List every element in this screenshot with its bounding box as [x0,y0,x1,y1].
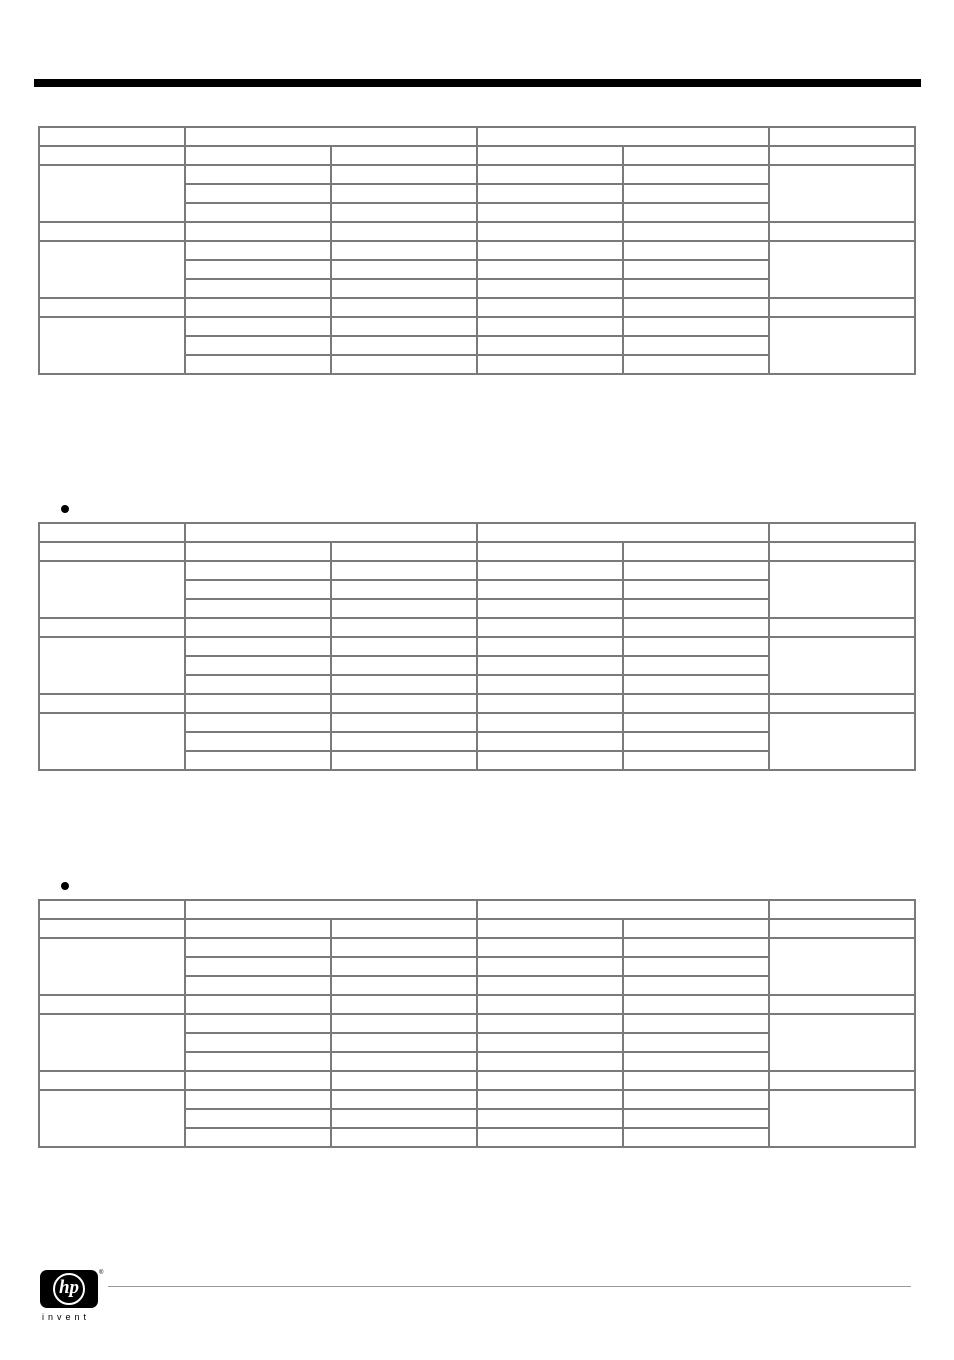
table-cell [185,976,331,995]
bullet-marker [61,505,69,513]
table-cell [39,713,185,770]
table-cell [769,317,915,374]
table-subheader-row [39,919,915,938]
table-cell [331,1014,477,1033]
table-cell [769,241,915,298]
table-cell [623,1071,769,1090]
table-cell [331,279,477,298]
table-cell [331,1071,477,1090]
table-cell [477,995,623,1014]
table-cell [39,127,185,146]
bullet-marker [61,882,69,890]
table-cell [331,713,477,732]
table-cell [185,957,331,976]
table-cell [39,919,185,938]
table-cell [185,599,331,618]
table-cell [39,542,185,561]
table-cell [623,146,769,165]
table-cell [39,561,185,618]
table-cell [477,542,623,561]
table-cell [769,900,915,919]
table-cell [769,523,915,542]
table-cell [623,580,769,599]
table-cell [769,561,915,618]
table-cell [477,561,623,580]
table-cell [185,336,331,355]
table-cell [331,599,477,618]
table-cell [185,1071,331,1090]
table-cell [39,694,185,713]
table-cell [185,637,331,656]
table-cell [769,1014,915,1071]
table-cell [331,241,477,260]
table-cell [477,260,623,279]
table-cell [623,165,769,184]
spec-table-2 [38,522,916,771]
table-cell [769,146,915,165]
table-cell [185,279,331,298]
table-cell [39,618,185,637]
table-cell [623,542,769,561]
table-cell [769,919,915,938]
table-cell [185,694,331,713]
table-cell [769,618,915,637]
table-cell [477,580,623,599]
table-cell [331,1128,477,1147]
table-cell [477,675,623,694]
table-cell [477,184,623,203]
table-cell [331,165,477,184]
table-cell [185,355,331,374]
table-cell [185,222,331,241]
table-cell [477,203,623,222]
spec-table-3 [38,899,916,1148]
table-row [39,637,915,656]
table-cell [331,618,477,637]
table-cell [39,241,185,298]
table-cell [331,656,477,675]
table-cell [769,694,915,713]
footer-rule [108,1286,911,1287]
table-cell [39,1090,185,1147]
table-cell [331,317,477,336]
table-cell [623,355,769,374]
table-cell [39,1071,185,1090]
table-cell [331,976,477,995]
table-cell [331,298,477,317]
table-subheader-row [39,146,915,165]
table-cell [331,146,477,165]
table-row [39,561,915,580]
table-cell [623,618,769,637]
table-cell [477,298,623,317]
table-cell [623,317,769,336]
table-cell [477,938,623,957]
table-cell [331,1052,477,1071]
table-cell [623,675,769,694]
table-cell [477,732,623,751]
table-cell [623,938,769,957]
table-cell [39,523,185,542]
table-subheader-row [39,542,915,561]
spec-table-1 [38,126,916,375]
table-cell [331,751,477,770]
table-cell [477,1071,623,1090]
table-cell [331,919,477,938]
table-cell [185,580,331,599]
table-cell [623,713,769,732]
table-cell [477,127,769,146]
table-row [39,713,915,732]
table-cell [769,713,915,770]
table-cell [185,1109,331,1128]
table-cell [623,260,769,279]
table-cell [185,1128,331,1147]
table-row [39,1071,915,1090]
table-row [39,694,915,713]
table-cell [331,542,477,561]
table-cell [623,599,769,618]
table-cell [623,241,769,260]
table-cell [185,165,331,184]
table-cell [331,336,477,355]
table-cell [477,599,623,618]
table-cell [185,127,477,146]
table-cell [477,355,623,374]
header-rule [34,79,921,87]
table-cell [623,957,769,976]
table-header-row [39,900,915,919]
table-cell [623,1014,769,1033]
table-cell [185,241,331,260]
table-cell [331,260,477,279]
table-cell [769,995,915,1014]
table-cell [185,713,331,732]
table-cell [185,732,331,751]
table-cell [185,1033,331,1052]
table-cell [477,165,623,184]
table-cell [185,1014,331,1033]
table-row [39,165,915,184]
table-cell [623,222,769,241]
table-cell [623,656,769,675]
table-cell [769,938,915,995]
table-row [39,222,915,241]
table-cell [477,222,623,241]
table-cell [477,900,769,919]
table-cell [185,656,331,675]
table-cell [331,580,477,599]
table-cell [769,1071,915,1090]
table-cell [185,751,331,770]
table-cell [331,995,477,1014]
table-cell [477,1090,623,1109]
table-cell [623,203,769,222]
table-row [39,298,915,317]
table-cell [39,938,185,995]
table-cell [769,165,915,222]
table-cell [331,1109,477,1128]
hp-logo-badge [40,1270,98,1308]
table-cell [39,146,185,165]
table-cell [185,675,331,694]
table-row [39,317,915,336]
table-cell [331,222,477,241]
table-cell [185,618,331,637]
table-cell [623,336,769,355]
table-cell [623,694,769,713]
table-cell [477,957,623,976]
table-cell [39,1014,185,1071]
table-cell [623,279,769,298]
table-cell [769,637,915,694]
table-cell [331,1090,477,1109]
table-cell [477,656,623,675]
table-cell [185,561,331,580]
hp-logo [40,1270,104,1326]
table-cell [185,995,331,1014]
table-cell [477,919,623,938]
table-cell [623,561,769,580]
table-cell [331,938,477,957]
table-header-row [39,523,915,542]
table-cell [477,713,623,732]
table-cell [477,751,623,770]
table-row [39,1014,915,1033]
table-cell [623,1052,769,1071]
table-cell [39,317,185,374]
table-cell [185,542,331,561]
table-cell [185,203,331,222]
table-cell [331,1033,477,1052]
table-cell [185,900,477,919]
table-cell [185,1090,331,1109]
table-cell [185,260,331,279]
table-cell [477,618,623,637]
table-cell [623,298,769,317]
table-cell [331,561,477,580]
table-cell [477,317,623,336]
table-row [39,618,915,637]
table-cell [623,976,769,995]
table-cell [623,732,769,751]
table-row [39,938,915,957]
table-row [39,1090,915,1109]
table-cell [623,637,769,656]
table-cell [39,222,185,241]
table-cell [623,1128,769,1147]
table-cell [769,127,915,146]
table-cell [623,184,769,203]
table-cell [185,919,331,938]
table-header-row [39,127,915,146]
table-cell [623,1109,769,1128]
table-cell [39,637,185,694]
table-cell [769,222,915,241]
table-cell [185,317,331,336]
table-cell [331,732,477,751]
table-cell [477,694,623,713]
table-cell [769,1090,915,1147]
hp-logo-mark: hp [58,1277,80,1298]
table-cell [769,298,915,317]
table-cell [331,203,477,222]
registered-mark: ® [99,1270,104,1276]
table-cell [39,165,185,222]
table-cell [39,900,185,919]
table-cell [185,184,331,203]
table-cell [331,957,477,976]
table-cell [477,1128,623,1147]
table-cell [477,1014,623,1033]
table-cell [477,1033,623,1052]
table-cell [185,298,331,317]
table-cell [477,279,623,298]
table-cell [623,919,769,938]
table-cell [331,694,477,713]
table-cell [623,1033,769,1052]
table-cell [185,938,331,957]
table-cell [185,523,477,542]
table-cell [477,241,623,260]
table-cell [477,523,769,542]
table-cell [477,336,623,355]
table-cell [477,976,623,995]
table-cell [477,1052,623,1071]
table-cell [39,995,185,1014]
table-cell [331,675,477,694]
table-cell [477,146,623,165]
table-cell [477,1109,623,1128]
table-cell [185,146,331,165]
table-cell [623,1090,769,1109]
table-cell [477,637,623,656]
table-row [39,995,915,1014]
table-cell [623,995,769,1014]
table-cell [331,184,477,203]
logo-tagline: invent [42,1312,91,1322]
table-cell [769,542,915,561]
table-row [39,241,915,260]
table-cell [331,355,477,374]
table-cell [331,637,477,656]
table-cell [185,1052,331,1071]
table-cell [39,298,185,317]
table-cell [623,751,769,770]
